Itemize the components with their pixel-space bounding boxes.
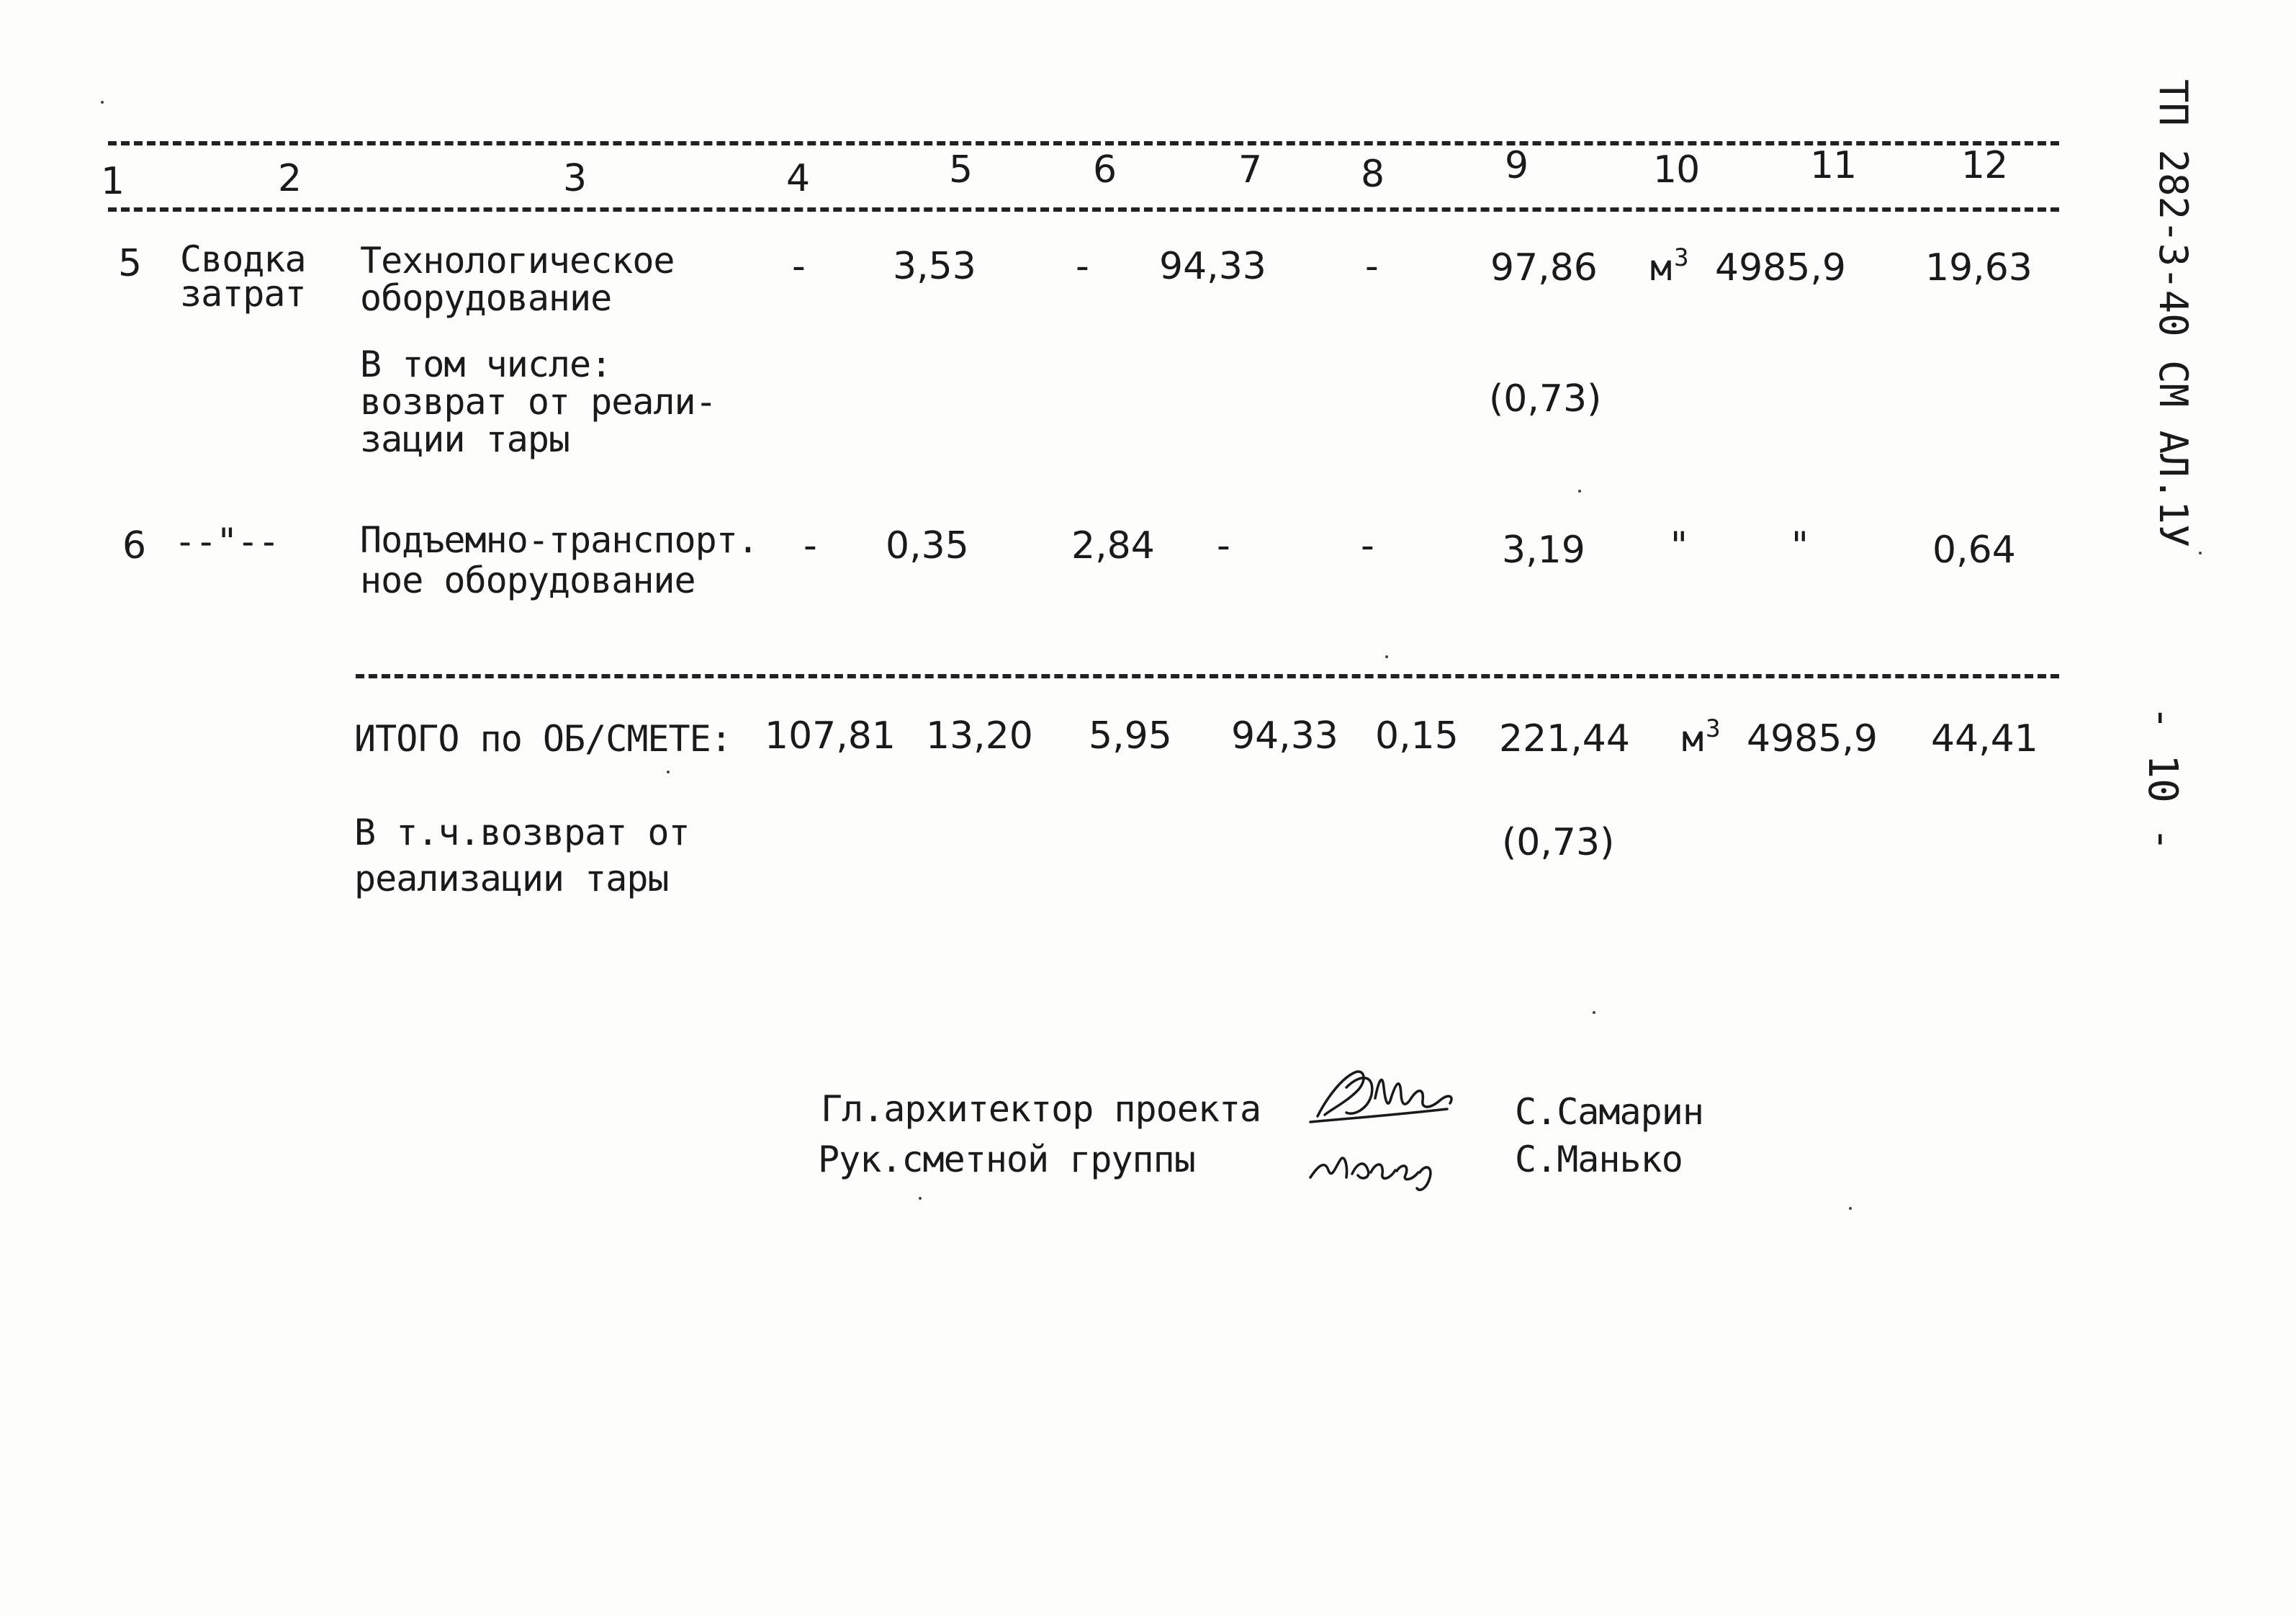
signature-role: Гл.архитектор проекта [821,1088,1261,1130]
cell-col10: " [1670,524,1688,567]
column-number: 10 [1653,148,1700,192]
column-number: 8 [1361,153,1385,196]
total-unit-cell [1682,714,1720,765]
cell-col11: 4985,9 [1715,246,1846,289]
signature-role: Рук.сметной группы [818,1139,1195,1180]
column-number: 9 [1505,144,1529,187]
cell-col9: 97,86 [1490,246,1598,289]
unit-exponent: 3 [1674,243,1688,272]
cell-col9: 3,19 [1502,529,1585,572]
cell-col12: 0,64 [1932,529,2016,572]
row-number: 5 [118,242,143,285]
column-number: 3 [563,157,587,200]
cost-item-name: В том числе: возврат от реали- зации тары [360,344,716,460]
cell-col8: - [1365,245,1379,288]
column-number: 4 [786,157,810,200]
column-number: 2 [278,157,302,200]
cell-col6: - [1076,245,1089,288]
total-col7: 94,33 [1231,714,1338,758]
unit-text: м [1650,247,1672,289]
scan-speck [919,1197,922,1200]
total-col4: 107,81 [765,714,896,758]
total-unit-exponent: 3 [1706,714,1720,743]
signature-name: С.Манько [1515,1139,1683,1180]
cell-col4: - [803,524,817,567]
scan-speck [101,101,104,104]
total-note-label: В т.ч.возврат от реализации тары [354,812,690,899]
cell-col6: 2,84 [1071,524,1155,567]
total-col12: 44,41 [1931,717,2038,760]
column-number: 11 [1810,144,1857,187]
total-col5: 13,20 [926,714,1033,758]
total-label: ИТОГО по ОБ/СМЕТЕ: [354,718,731,760]
document-code-label: ТП 282-3-40 СМ АЛ.1У [2151,79,2196,548]
scan-speck [1593,1011,1595,1014]
row-number: 6 [122,524,147,567]
total-col11: 4985,9 [1747,717,1878,760]
total-unit-text: м [1682,718,1703,760]
cell-col8: - [1361,524,1374,567]
total-col9: 221,44 [1499,717,1630,760]
cell-col4: - [792,245,806,288]
total-rule [356,674,2059,678]
column-number: 1 [101,160,125,203]
chapter-name: --"-- [174,521,279,562]
scan-speck [2199,552,2202,555]
column-number: 5 [949,148,973,192]
cell-col5: 0,35 [886,524,969,567]
cell-col7: - [1217,524,1230,567]
column-number: 12 [1961,144,2008,187]
handwritten-signature-manko [1296,1138,1462,1195]
chapter-name: Сводка затрат [180,238,306,315]
signature-name: С.Самарин [1515,1091,1703,1133]
unit-cell [1650,243,1688,294]
total-col6: 5,95 [1089,714,1172,758]
scan-speck [1385,655,1388,658]
scan-speck [667,771,670,773]
cost-item-name: Технологическое оборудование [360,240,675,319]
scan-speck [1578,490,1581,493]
column-number: 7 [1238,148,1262,192]
scan-speck [1849,1207,1852,1210]
header-rule-bottom [108,207,2059,212]
cell-col11: " [1791,524,1809,567]
cell-col9: (0,73) [1489,377,1602,421]
cell-col5: 3,53 [893,245,976,288]
header-rule-top [108,141,2059,145]
cell-col12: 19,63 [1925,246,2032,289]
page-number-label: - 10 - [2139,706,2186,852]
cell-col7: 94,33 [1159,245,1266,288]
cost-item-name: Подъемно-транспорт. ное оборудование [360,519,758,601]
total-col8: 0,15 [1375,714,1459,758]
handwritten-signature-samarin [1296,1059,1469,1138]
column-number: 6 [1093,148,1117,192]
total-note-col9: (0,73) [1502,821,1615,864]
